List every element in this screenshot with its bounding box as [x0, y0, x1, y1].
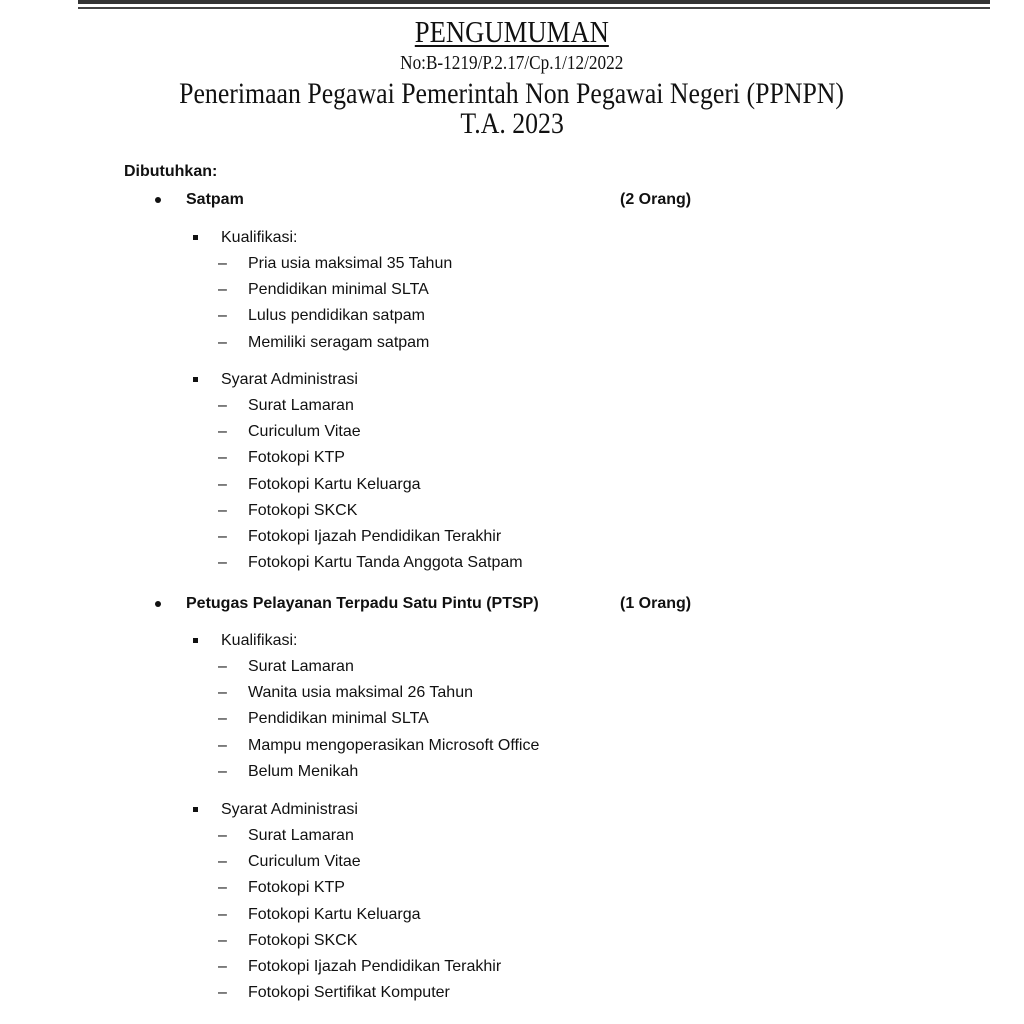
section-label: Syarat Administrasi — [221, 371, 358, 388]
header-rule-thin — [78, 7, 990, 9]
dash-bullet-icon: – — [218, 397, 227, 414]
bullet-dot-icon — [155, 601, 161, 607]
square-bullet-icon — [193, 807, 198, 812]
dash-bullet-icon: – — [218, 684, 227, 702]
list-item: Fotokopi Kartu Tanda Anggota Satpam — [248, 554, 523, 572]
position-name: Petugas Pelayanan Terpadu Satu Pintu (PTSP) — [186, 595, 539, 612]
list-item: Wanita usia maksimal 26 Tahun — [248, 684, 473, 702]
dash-bullet-icon: – — [218, 423, 227, 441]
dash-bullet-icon: – — [218, 281, 227, 299]
square-bullet-icon — [193, 377, 198, 382]
dash-bullet-icon: – — [218, 449, 227, 467]
dash-bullet-icon: – — [218, 905, 227, 923]
document-year: T.A. 2023 — [460, 107, 564, 140]
list-item: Lulus pendidikan satpam — [248, 307, 426, 325]
list-item: Curiculum Vitae — [248, 423, 361, 441]
square-bullet-icon — [193, 235, 198, 240]
list-item: Fotokopi KTP — [248, 449, 345, 467]
position-count: (2 Orang) — [620, 191, 692, 208]
list-item: Pendidikan minimal SLTA — [248, 710, 429, 728]
list-item: Fotokopi Ijazah Pendidikan Terakhir — [248, 528, 502, 545]
section-label: Kualifikasi: — [221, 632, 298, 649]
dash-bullet-icon: – — [218, 931, 227, 949]
list-item: Fotokopi KTP — [248, 879, 345, 897]
dash-bullet-icon: – — [218, 501, 227, 519]
list-item: Fotokopi Sertifikat Komputer — [248, 984, 450, 1002]
header-rule-thick — [78, 0, 990, 4]
list-item: Memiliki seragam satpam — [248, 333, 430, 351]
dash-bullet-icon: – — [218, 736, 227, 754]
list-item: Surat Lamaran — [248, 658, 354, 675]
dash-bullet-icon: – — [218, 307, 227, 325]
list-item: Fotokopi SKCK — [248, 931, 358, 949]
bullet-dot-icon — [155, 197, 161, 203]
document-number: No:B-1219/P.2.17/Cp.1/12/2022 — [400, 52, 624, 74]
dash-bullet-icon: – — [218, 958, 227, 975]
list-item: Pria usia maksimal 35 Tahun — [248, 255, 453, 272]
dash-bullet-icon: – — [218, 762, 227, 780]
dash-bullet-icon: – — [218, 853, 227, 871]
intro-label: Dibutuhkan: — [124, 163, 218, 180]
list-item: Fotokopi SKCK — [248, 501, 358, 519]
dash-bullet-icon: – — [218, 879, 227, 897]
list-item: Curiculum Vitae — [248, 853, 361, 871]
dash-bullet-icon: – — [218, 528, 227, 545]
list-item: Fotokopi Kartu Keluarga — [248, 905, 421, 923]
document-title: PENGUMUMAN — [414, 14, 610, 49]
document-subtitle: Penerimaan Pegawai Pemerintah Non Pegawai Negeri (PPNPN) — [179, 77, 845, 110]
dash-bullet-icon: – — [218, 475, 227, 493]
position-count: (1 Orang) — [620, 595, 692, 612]
list-item: Pendidikan minimal SLTA — [248, 281, 429, 299]
section-label: Kualifikasi: — [221, 229, 298, 246]
list-item: Surat Lamaran — [248, 397, 354, 414]
dash-bullet-icon: – — [218, 984, 227, 1002]
dash-bullet-icon: – — [218, 658, 227, 675]
section-label: Syarat Administrasi — [221, 801, 358, 818]
dash-bullet-icon: – — [218, 827, 227, 844]
list-item: Fotokopi Ijazah Pendidikan Terakhir — [248, 958, 502, 975]
list-item: Belum Menikah — [248, 762, 359, 780]
square-bullet-icon — [193, 638, 198, 643]
list-item: Surat Lamaran — [248, 827, 354, 844]
position-name: Satpam — [186, 191, 244, 208]
dash-bullet-icon: – — [218, 255, 227, 272]
dash-bullet-icon: – — [218, 554, 227, 572]
dash-bullet-icon: – — [218, 710, 227, 728]
dash-bullet-icon: – — [218, 333, 227, 351]
list-item: Fotokopi Kartu Keluarga — [248, 475, 421, 493]
list-item: Mampu mengoperasikan Microsoft Office — [248, 736, 540, 754]
